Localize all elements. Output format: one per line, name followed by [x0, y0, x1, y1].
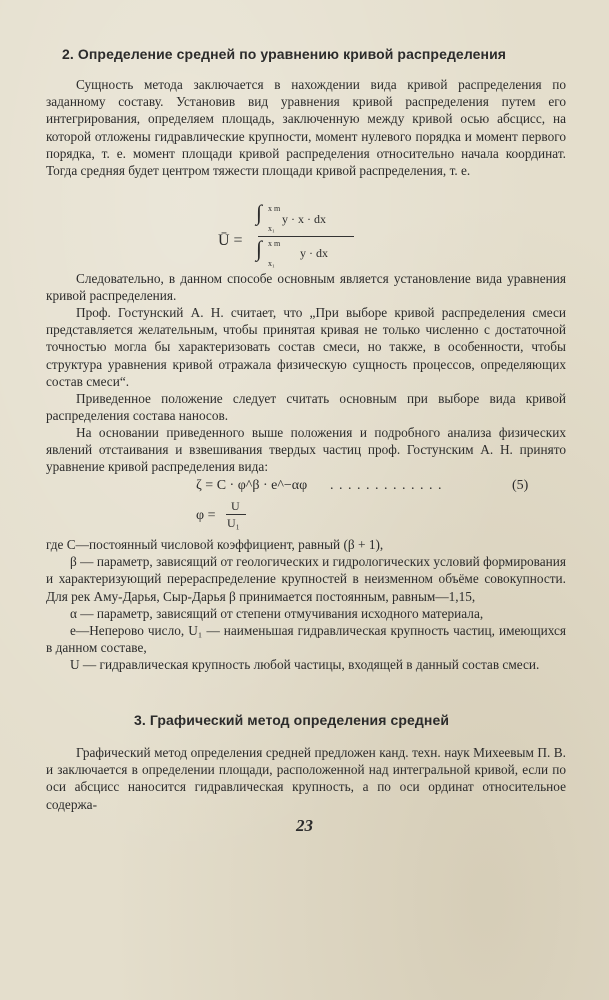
section-2-paragraph-1	[46, 76, 566, 179]
section-3-paragraph-1	[46, 744, 566, 813]
denominator-body: y · dx	[300, 246, 328, 260]
formula-phi: φ =	[196, 508, 216, 523]
definition-u: U — гидравлическая крупность любой частицы, входящей в данный состав смеси.	[70, 657, 540, 673]
fraction-line	[258, 236, 354, 237]
integral-upper-bottom: x m	[268, 239, 281, 248]
paragraph-text: На основании приведенного выше положения и подробного анализа физических явлений отстаивания и взвешивания твердых частиц проф. Гостунским А. Н. принято уравнение кривой распределения вида:	[46, 425, 566, 475]
integral-upper-top: x m	[268, 204, 281, 213]
formula-dots: . . . . . . . . . . . . .	[330, 478, 443, 493]
definition-beta: β — параметр, зависящий от геологических и гидрологических условий формирования и характеризующий перераспределение крупностей в неизменном объёме совокупности. Для рек Аму-Дарья, Сыр-Дарья β принимается постоянным, равным—1,15,	[46, 554, 566, 604]
section-3-heading: 3. Графический метод определения средней	[134, 712, 450, 728]
definition-alpha: α — параметр, зависящий от степени отмучивания исходного материала,	[70, 605, 484, 621]
paragraph-text: Сущность метода заключается в нахождении вида кривой распределения по заданному составу. Установив вид уравнения кривой распределения путем его интегрирования, определяем площадь, заключенную между кривой осью абсцисс, на которой отложены гидравлические крупности, момент нулевого порядка и момент первого порядка, т. е. момент площади кривой распределения относительно начала координат. Тогда средняя будет центром тяжести площади кривой распределения, т. е.	[46, 77, 566, 179]
integral-sign-bottom: ∫	[256, 236, 263, 261]
section-2-heading: 2. Определение средней по уравнению кривой распределения	[62, 46, 507, 62]
section-2-paragraph-5	[46, 424, 566, 476]
section-2-paragraph-2	[46, 270, 566, 304]
integral-sign-top: ∫	[256, 200, 263, 225]
section-2-paragraph-4	[46, 390, 566, 424]
definition-c: где С—постоянный числовой коэффициент, равный (β + 1),	[46, 537, 384, 552]
definition-e: e—Неперово число, U₁ — наименьшая гидравлическая крупность частиц, имеющихся в данном составе,	[46, 623, 566, 656]
phi-fraction-line	[226, 514, 246, 515]
paragraph-text: Проф. Гостунский А. Н. считает, что „При выборе кривой распределения смеси представляется желательным, чтобы принятая кривая не только численно с достаточной точностью могла бы характеризовать состав смеси, но также, в особенности, чтобы структура уравнения кривой отражала физическую сущность процессов, определяющих состав смеси“.	[46, 305, 566, 389]
equation-number: (5)	[512, 478, 529, 493]
paragraph-text: Следовательно, в данном способе основным является установление вида уравнения кривой распределения.	[46, 271, 566, 304]
page-number: 23	[296, 816, 313, 835]
definitions	[46, 536, 566, 674]
phi-numerator: U	[231, 499, 240, 513]
formula-lhs: Ū =	[218, 232, 243, 249]
phi-denominator: U₁	[227, 516, 240, 530]
paragraph-text: Графический метод определения средней предложен канд. техн. наук Михеевым П. В. и заключается в определении площади, расположенной над интегральной кривой, если по оси абсцисс наносится гидравлическая крупность, а по оси ординат относительное содержа-	[46, 745, 566, 812]
formula-zeta: ζ = C · φ^β · e^−αφ	[196, 478, 308, 493]
paragraph-text: Приведенное положение следует считать основным при выборе вида кривой распределения состава наносов.	[46, 391, 566, 424]
numerator-body: y · x · dx	[282, 212, 326, 226]
section-2-paragraph-3	[46, 304, 566, 390]
integral-lower-top: x₁	[268, 224, 275, 233]
integral-lower-bottom: x₁	[268, 259, 275, 268]
